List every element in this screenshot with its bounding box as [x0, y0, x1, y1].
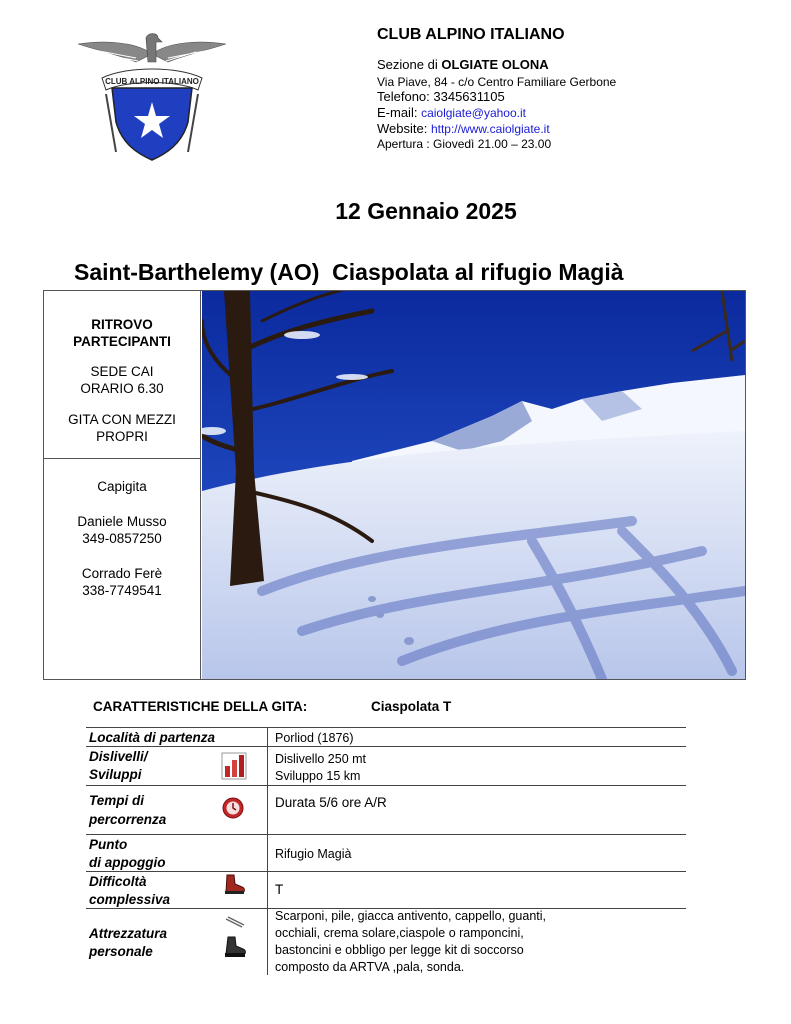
leader1-name: Daniele Musso — [77, 514, 167, 529]
event-date: 12 Gennaio 2025 — [335, 198, 517, 224]
boot-and-poles-icon — [222, 915, 248, 959]
value-elevation: Dislivello 250 mt — [275, 752, 367, 766]
label-time-2: percorrenza — [89, 812, 167, 827]
transport-2: PROPRI — [96, 429, 148, 444]
label-equipment-1: Attrezzatura — [89, 926, 168, 941]
section-line — [377, 57, 549, 73]
value-start-location: Porliod (1876) — [275, 731, 354, 745]
label-support-1: Punto — [89, 837, 128, 852]
value-difficulty: T — [275, 882, 284, 897]
label-difficulty-2: complessiva — [89, 892, 171, 907]
svg-text:CLUB ALPINO ITALIANO: CLUB ALPINO ITALIANO — [105, 77, 199, 86]
leader2-name: Corrado Ferè — [81, 566, 163, 581]
leaders-heading: Capigita — [97, 479, 147, 494]
row-divider — [86, 834, 686, 835]
label-difficulty-1: Difficoltà — [89, 874, 147, 889]
website-label: Website: — [377, 121, 431, 136]
email-line — [377, 105, 526, 121]
hiking-boot-icon — [222, 873, 246, 895]
section-name: OLGIATE OLONA — [441, 57, 549, 72]
value-equipment-1: Scarponi, pile, giacca antivento, cappello, guanti, — [275, 909, 547, 923]
club-name: CLUB ALPINO ITALIANO — [377, 26, 565, 43]
leader2-phone: 338-7749541 — [82, 583, 162, 598]
elevation-chart-icon — [221, 752, 247, 780]
row-divider — [86, 727, 686, 728]
value-equipment-4: composto da ARTVA ,pala, sonda. — [275, 960, 465, 974]
address: Via Piave, 84 - c/o Centro Familiare Gerbone — [377, 75, 617, 89]
meeting-heading-2: PARTECIPANTI — [73, 334, 171, 349]
cai-logo — [76, 32, 228, 162]
website-link[interactable]: http://www.caiolgiate.it — [430, 122, 550, 136]
landscape-photo — [202, 291, 745, 679]
clock-icon — [222, 797, 244, 819]
column-divider — [267, 727, 268, 975]
value-equipment-3: bastoncini e obbligo per legge kit di soccorso — [275, 943, 524, 957]
section-prefix: Sezione di — [377, 57, 442, 72]
leader1-phone: 349-0857250 — [82, 531, 162, 546]
row-divider — [86, 871, 686, 872]
transport-1: GITA CON MEZZI — [68, 412, 176, 427]
value-equipment-2: occhiali, crema solare,ciaspole o ramponcini, — [275, 926, 524, 940]
label-elevation-2: Sviluppi — [89, 767, 142, 782]
opening-hours: Apertura : Giovedì 21.00 – 23.00 — [377, 137, 552, 151]
email-label: E-mail: — [377, 105, 422, 120]
left-divider — [43, 458, 201, 459]
label-support-2: di appoggio — [89, 855, 166, 870]
value-support: Rifugio Magià — [275, 847, 352, 861]
trip-type: Ciaspolata T — [371, 699, 452, 714]
value-length: Sviluppo 15 km — [275, 769, 361, 783]
label-equipment-2: personale — [89, 944, 153, 959]
row-divider — [86, 785, 686, 786]
label-elevation-1: Dislivelli/ — [89, 749, 148, 764]
trip-title: Saint-Barthelemy (AO) Ciaspolata al rifugio Magià — [74, 259, 624, 285]
meeting-time: ORARIO 6.30 — [80, 381, 164, 396]
phone: Telefono: 3345631105 — [377, 89, 505, 104]
label-start-location: Località di partenza — [89, 730, 216, 745]
label-time-1: Tempi di — [89, 793, 145, 808]
characteristics-heading: CARATTERISTICHE DELLA GITA: — [93, 699, 308, 714]
meeting-heading-1: RITROVO — [91, 317, 153, 332]
meeting-place: SEDE CAI — [90, 364, 154, 379]
value-duration: Durata 5/6 ore A/R — [275, 795, 387, 810]
website-line — [377, 121, 550, 137]
email-link[interactable]: caiolgiate@yahoo.it — [421, 106, 526, 120]
